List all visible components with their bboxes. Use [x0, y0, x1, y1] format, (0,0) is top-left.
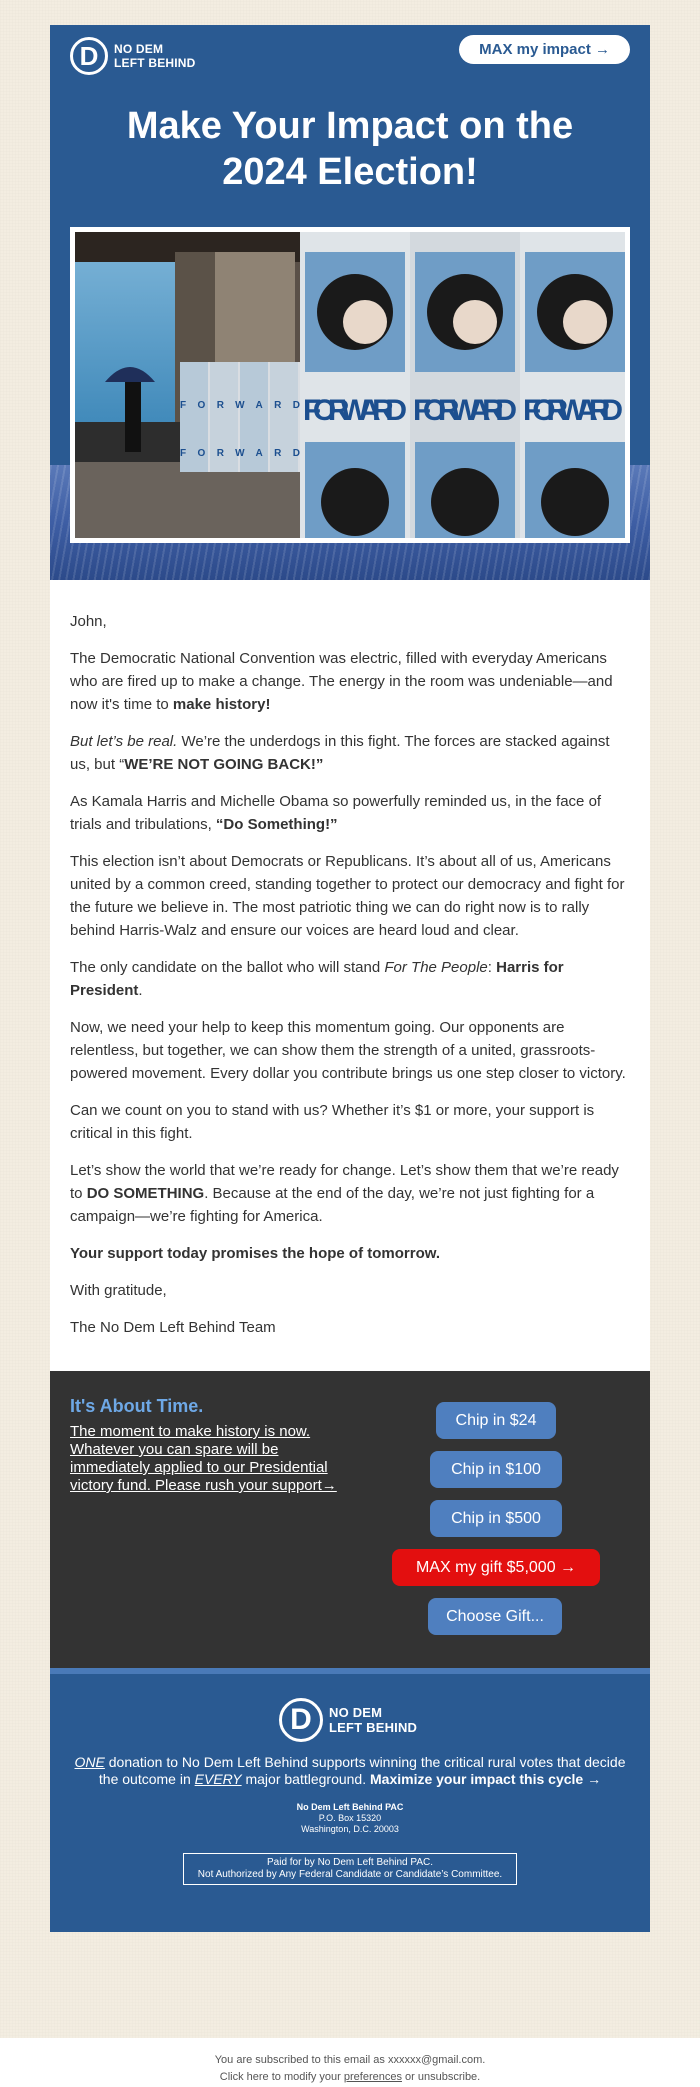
- footer-logo[interactable]: D NO DEM LEFT BEHIND: [279, 1698, 417, 1742]
- svg-text:FORWARD: FORWARD: [303, 394, 407, 427]
- svg-text:FORWARD: FORWARD: [180, 448, 300, 459]
- page-headline: Make Your Impact on the 2024 Election!: [126, 105, 574, 193]
- footer-message[interactable]: ONE donation to No Dem Left Behind supports winning the critical rural votes that decide the outcome in EVERY major battleground. Maximize your impact this cycle →: [74, 1754, 626, 1787]
- email-container: [50, 25, 650, 1932]
- max-impact-button[interactable]: MAX my impact →: [459, 35, 630, 64]
- paragraph: Can we count on you to stand with us? Whether it’s $1 or more, your support is critical in this fight.: [70, 1102, 595, 1142]
- paragraph: Your support today promises the hope of tomorrow.: [70, 1245, 441, 1262]
- chip-in-24-button[interactable]: Chip in $24: [436, 1402, 556, 1439]
- paragraph: The Democratic National Convention was electric, filled with everyday Americans who are fired up to make a change. The energy in the room was undeniable—and now it's time to make history!: [70, 650, 613, 713]
- paragraph: Let’s show the world that we’re ready for change. Let’s show them that we’re ready to DO SOMETHING. Because at the end of the day, we’re not just fighting for a campaign—we’re fighting for America.: [70, 1162, 619, 1225]
- logo-d-icon: D: [70, 37, 108, 75]
- subscribed-text: You are subscribed to this email as xxxxxx@gmail.com.: [214, 2054, 486, 2066]
- paragraph: The only candidate on the ballot who will stand For The People: Harris for President.: [70, 959, 564, 999]
- paragraph: This election isn’t about Democrats or Republicans. It’s about all of us, Americans united by a common creed, standing together to protect our democracy and fight for the future we believe in. The most patriotic thing we can do right now is to rally behind Harris-Walz and ensure our voices are heard loud and clear.: [70, 853, 625, 939]
- small-posters: [180, 362, 300, 472]
- preferences-link[interactable]: preferences: [343, 2071, 402, 2083]
- modify-text: Click here to modify your preferences or unsubscribe.: [219, 2071, 481, 2083]
- donate-title: It's About Time.: [70, 1396, 204, 1416]
- donate-link[interactable]: The moment to make history is now. Whatever you can spare will be immediately applied to our Presidential victory fund. Please rush your support→: [70, 1423, 337, 1494]
- chip-in-100-button[interactable]: Chip in $100: [430, 1451, 562, 1488]
- logo-d-icon: D: [279, 1698, 323, 1742]
- paid-for-disclaimer: Paid for by No Dem Left Behind PAC. Not Authorized by Any Federal Candidate or Candidate’s Committee.: [183, 1853, 517, 1885]
- svg-text:FORWARD: FORWARD: [523, 394, 623, 427]
- paragraph: As Kamala Harris and Michelle Obama so powerfully reminded us, in the face of trials and tribulations, “Do Something!”: [70, 793, 602, 833]
- subscription-footer: [0, 2038, 700, 2087]
- mailing-address: No Dem Left Behind PAC P.O. Box 15320 Washington, D.C. 20003: [296, 1802, 404, 1834]
- svg-text:FORWARD: FORWARD: [413, 394, 517, 427]
- paragraph: But let’s be real. We’re the underdogs in this fight. The forces are stacked against us, but “WE’RE NOT GOING BACK!”: [70, 733, 610, 773]
- logo-line2: LEFT BEHIND: [114, 56, 196, 70]
- logo-line1: NO DEM: [114, 42, 164, 56]
- brand-logo[interactable]: [70, 37, 196, 75]
- closing: With gratitude,: [70, 1282, 167, 1299]
- email-footer: [50, 1668, 650, 1932]
- chip-in-500-button[interactable]: Chip in $500: [430, 1500, 562, 1537]
- paragraph: Now, we need your help to keep this momentum going. Our opponents are relentless, but together, we can show them the strength of a united, grassroots-powered movement. Every dollar you contribute brings us one step closer to victory.: [70, 1019, 626, 1082]
- letter-body: [50, 580, 650, 1371]
- forward-poster-photo: [75, 232, 625, 538]
- hero-image[interactable]: [70, 227, 630, 543]
- max-gift-button[interactable]: MAX my gift $5,000 →: [392, 1549, 600, 1586]
- large-posters: [300, 232, 625, 538]
- donate-section: [50, 1371, 650, 1668]
- svg-text:FORWARD: FORWARD: [180, 400, 300, 411]
- greeting: John,: [70, 613, 107, 630]
- signature: The No Dem Left Behind Team: [70, 1319, 276, 1336]
- choose-gift-button[interactable]: Choose Gift...: [428, 1598, 562, 1635]
- email-header: [50, 25, 650, 580]
